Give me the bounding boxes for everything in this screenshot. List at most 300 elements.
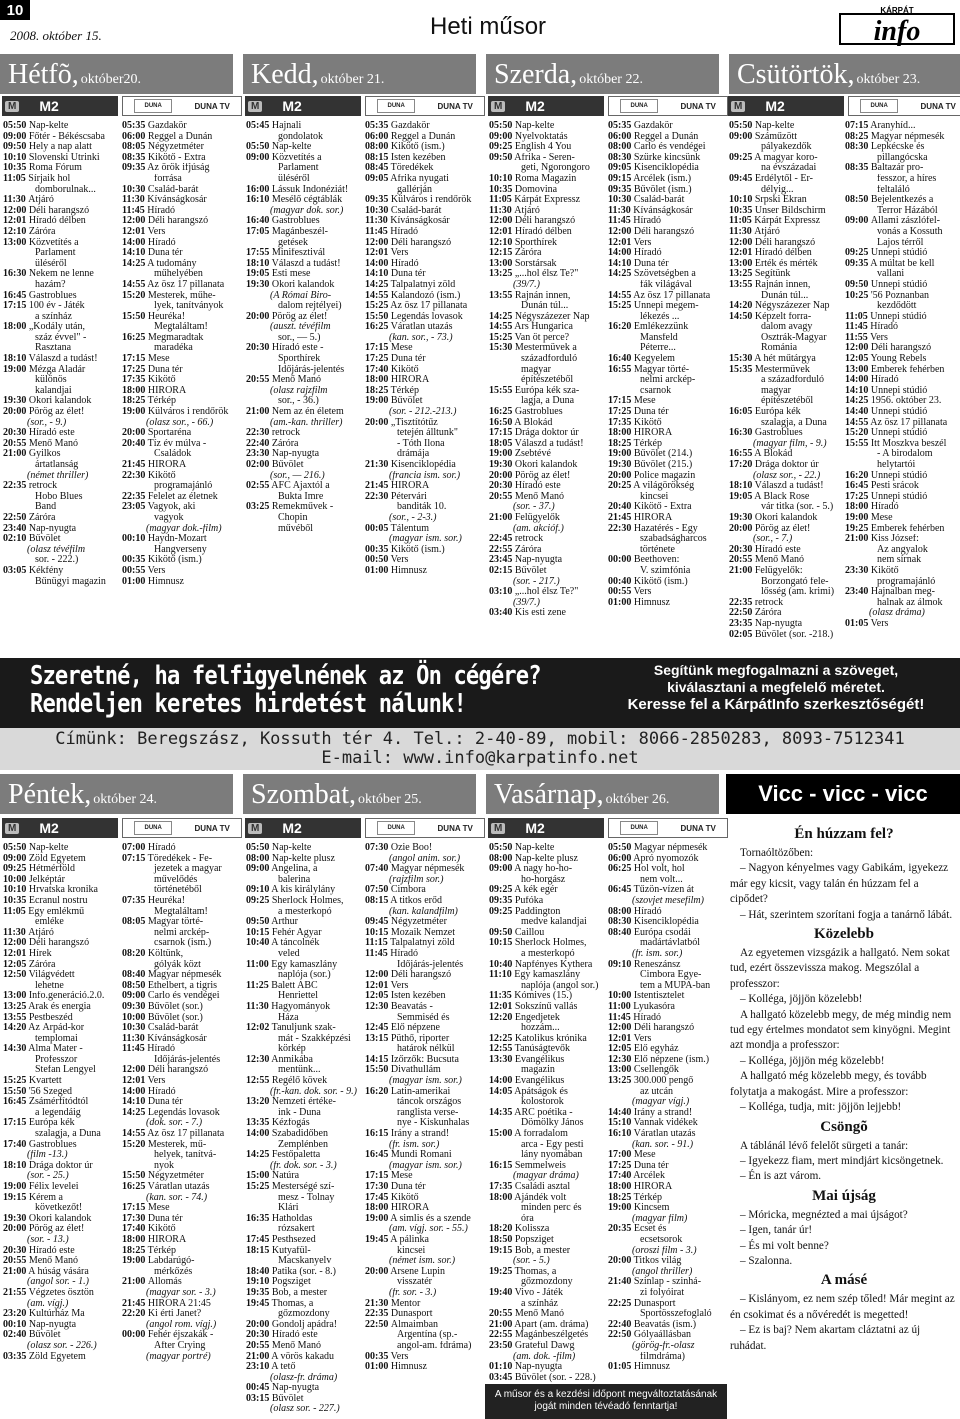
program-line: 00:35 Kikötő (ism.) [122,555,202,566]
program-line: 09:00 A nagy ho-ho- [489,864,573,875]
program-line: 15:20 Ünnepi stúdió [845,428,928,439]
schedule-wednesday-m2 [489,121,603,653]
program-line: 20:55 Menő Manó [729,555,805,566]
program-line: rózsakert [278,1224,315,1235]
program-line: 12:45 Élő népzene [365,1023,440,1034]
program-line: 18:20 Kolissza [489,1224,550,1235]
program-line: magazin [521,1065,555,1076]
program-line: 10:15 Mozaik Nemzet [365,927,455,938]
program-line: 09:05 Afrika nyugati [365,173,449,184]
program-line: vonás a Kossuth [877,226,943,237]
program-line: Argentína (sp.- [397,1330,458,1341]
program-line: 09:50 Afrika - Seren- [489,152,575,163]
program-line: 13:20 Nemzeti értéke- [246,1097,336,1108]
program-line: Zemplénben [278,1139,328,1150]
program-line: Stefan Lengyel [35,1065,96,1076]
program-line: 23:35 Nap-nyugta [729,618,803,629]
program-line: hozzám... [521,1023,560,1034]
program-line: 05:50 Nap-kelte [246,142,312,153]
program-line: 17:35 Kikötő [122,375,176,386]
program-line: maradéka [154,343,193,354]
jokes-column [730,823,958,1354]
program-line: fesszor, a híres [877,173,937,184]
program-line: 12:00 Déli harangszó [3,938,90,949]
program-line: 09:00 Carlo és vendégei [122,991,220,1002]
program-line: 21:30 Mentor [365,1298,421,1309]
program-line: 01:10 Nap-nyugta [489,1362,563,1373]
program-line: a színház [35,311,72,322]
program-line: táncok országos [397,1097,462,1108]
program-line: 16:15 Semmelweis [489,1160,566,1171]
program-line: magyar [761,385,791,396]
day-name: Péntek, [8,779,92,810]
jokes-header: Vicc - vicc - vicc [726,774,960,814]
program-line: 20:30 Híradó este [489,481,561,492]
day-date: október 24. [93,792,157,807]
program-line: 16:45 Pesti srácok [845,481,919,492]
program-line: 15:25 Az ösz 17 pillanata [365,301,468,312]
program-line: (német thriller) [27,470,89,481]
program-line: 15:30 A hét műtárgya [729,354,816,365]
program-line: 05:45 Hajnali [246,121,302,131]
program-line: 10:15 Fehér Agyar [246,927,322,938]
program-line: 19:25 Thomas, a [489,1266,557,1277]
day-header-sunday [486,774,719,814]
ad-right2: kiválasztani a megfelelő méretet. [667,679,885,695]
program-line: 16:55 A Blokád [729,449,793,460]
program-line: 05:50 Nap-kelte [489,121,555,131]
program-line: lány nyomában [521,1150,583,1161]
program-line: 10:35 Roma Fórum [3,163,82,174]
program-line: 17:25 Duna tér [608,407,669,418]
program-line: fák világával [640,279,692,290]
program-line: 11:45 Híradó [608,216,662,227]
program-line: Megtaláltam! [154,906,208,917]
channel-logos-thursday [728,96,960,116]
program-line: Bűnügyi magazin [35,576,106,587]
program-line: 16:25 Váratlan utazás [365,322,453,333]
program-line: 09:50 Ünnepi stúdió [845,279,928,290]
program-line: 09:00 Száműzött [729,131,798,142]
program-line: 11:30 Kívánságkosár [122,1033,207,1044]
program-line: 12:01 Vers [608,1033,652,1044]
program-line: 22:55 Magánbeszélgetés [489,1330,589,1341]
program-line: 20:30 Híradó este [729,544,801,555]
program-line: 19:00 Külváros i rendőrök [122,407,229,418]
program-line: 14:00 Evangélikus [489,1076,565,1087]
program-line: Időjárás-jelentés [154,1054,221,1065]
program-line: 00:55 Vers [608,587,652,598]
program-line: (olasz dráma) [869,608,925,619]
schedule-friday-m2 [3,843,117,1419]
program-line: Bukta Imre [278,491,324,502]
program-line: 15:30 Mestermüvek a [489,343,577,354]
program-line: 16:10 Mesélő cégtáblák [246,195,343,206]
program-line: 15:50 Divathullám [365,1065,441,1076]
schedule-saturday-duna [365,843,483,1419]
program-line: (sor. - 37.) [513,502,555,513]
joke-title: Én húzzam fel? [794,826,894,842]
ad-right-text [596,662,956,713]
program-line: 11:30 Kívánságkosár [608,205,693,216]
program-line: - Tóth Ilona [397,438,445,449]
program-line: 23:05 Vagyok, aki [122,502,196,513]
program-line: 14:25 Négyszázezer Nap [489,311,590,322]
program-line: 19:30 Ókori kalandok [246,279,335,290]
joke-paragraph: – Én is azt várom. [740,1170,822,1183]
program-line: (kan. kalandfilm) [389,906,458,917]
duna-tv-logo: DUNA DUNA TV [608,818,728,838]
program-line: Hobo Blues [35,491,83,502]
m2-logo: M M2 [245,96,361,116]
program-line: 10:10 Srpski Ekran [729,195,807,206]
joke-paragraph: A hallgató közelebb megy, de még mindig nem tud egy értelmes mondatot sem kinyögni. Megint azt mondja a professzor: [730,1008,952,1052]
program-line: 20:30 Híradó este [3,1245,75,1256]
program-line: 21:00 Gyilkos [3,449,61,460]
program-line: 14:55 Az ösz 17 pillanata [122,279,225,290]
program-line: 09:35 Külváros i rendőrök [365,195,472,206]
program-line: 14:55 Az ösz 17 pillanata [845,417,948,428]
program-line: 16:25 Megmaradtak [122,332,204,343]
program-line: mérkőzés [154,1266,193,1277]
program-line: 12:01 Sokszínű vallás [489,1001,578,1012]
program-line: 19:25 Emberek fehérben [845,523,945,534]
program-line: 22:20 Ki érti Janet? [122,1309,202,1320]
program-line: 20:30 Híradó este [246,1330,318,1341]
program-line: 18:00 HÍRÓRA [122,385,187,396]
program-line: 20:55 Menő Manó [246,1340,322,1351]
program-line: 16:45 Zsámérfítódtól [3,1097,89,1108]
program-line: 10:40 Napfényes Kythera [489,959,593,970]
program-line: - A birodalom [877,449,933,460]
program-line: 12:05 Záróra [3,959,56,970]
program-line: Időjárás-jelentés [278,364,345,375]
program-line: 14:10 Duna tér [608,258,669,269]
duna-tv-logo: DUNA DUNA TV [122,818,242,838]
program-line: ártatlanság [35,460,79,470]
program-line: 14:00 Híradó [122,237,176,248]
channel-logos-wednesday [488,96,728,116]
program-line: 18:15 Kutyafül- [246,1245,311,1256]
program-line: az utcán [640,1086,674,1097]
program-line: óra [521,1213,534,1224]
program-line: 19:30 Ókori kalandok [3,396,92,407]
program-line: magyar [521,364,551,375]
program-line: (görög-fr.-olasz [632,1340,695,1351]
m2-logo: M M2 [488,818,604,838]
program-line: 07:15 Töredékek - Fe- [122,853,213,864]
program-line: naplója (angol sor.) [521,980,599,991]
program-line: 15:25 Kvartett [3,1076,62,1087]
day-date: október20. [80,72,142,87]
page-number: 10 [0,0,30,20]
program-line: 18:05 Válaszd a tudást! [489,438,584,449]
program-line: 09:00 Közvetítés a [246,152,322,163]
program-line: 13:00 Info.generáció.2.0. [3,991,105,1002]
program-line: mát - Szakképzési [278,1033,351,1044]
program-line: dalom avagy [761,322,813,333]
program-line: 09:25 Paddington [489,906,561,917]
program-line: 06:00 Reggel a Dunán [608,131,699,142]
joke-paragraph: – Kolléga, jöjjön közelebb! [740,993,863,1006]
program-line: 19:00 Mese [845,512,893,523]
program-line: száz évvel" - [35,332,87,343]
karpatinfo-logo [838,4,956,46]
program-line: 14:15 Izőrzők: Bucsuta [365,1054,459,1065]
program-line: 14:00 Híradó [608,248,662,259]
program-line: 19:30 Ókori kalandok [489,460,578,470]
program-line: 08:40 Magyar népmesék [122,970,222,981]
program-line: 22:30 retrock [246,428,301,439]
program-line: (olasz rajzfilm [270,385,328,396]
program-line: (magyar dok. sor.) [270,205,344,216]
program-line: 12:00 Déli harangszó [3,205,90,216]
program-line: 17:45 Kikötő [365,1192,419,1203]
program-line: 14:00 Szabadidőben [246,1129,328,1140]
joke-body [730,1139,958,1185]
program-line: zi folyóirat [640,1287,685,1298]
program-line: 22:45 retrock [489,534,544,545]
program-line: (39/7.) [513,597,540,608]
program-line: nem volt... [640,874,683,885]
program-line: Chopin [278,512,308,523]
channel-logos-monday [2,96,242,116]
program-line: 08:45 Töredékek [365,163,434,174]
program-line: 18:10 Válaszd a tudást! [3,354,98,365]
program-line: visszatér [397,1277,432,1288]
program-line: 16:05 Európa kék [729,407,801,418]
program-line: 17:40 Arcélek [608,1171,665,1182]
program-line: 12:00 Déli harangszó [365,970,452,981]
ad-right1: Segítünk megfogalmazni a szöveget, [653,662,899,678]
program-line: 20:35 Ecset és [608,1224,667,1235]
program-line: pályakezdők [761,142,812,153]
program-line: 02:05 Bűvölet (sor. -218.) [729,629,834,640]
schedule-sunday-duna [608,843,726,1419]
program-line: 07:30 Ozie Boo! [365,843,433,853]
program-line: vagyok [154,512,184,523]
program-line: 11:25 Balett ABC [246,980,318,991]
program-line: 22:30 Pétervári [365,491,427,502]
program-line: 18:10 Drága doktor úr [3,1160,93,1171]
program-line: 15:00 Natúra [246,1171,300,1182]
program-line: 11:45 Híradó [122,1044,176,1055]
program-line: 17:15 Mese [608,396,656,407]
program-line: 12:02 Tanuljunk szak- [246,1023,336,1034]
program-line: 09:30 Bűvölet (sor.) [122,1001,203,1012]
program-line: 12:55 Tanúságtevők [489,1044,571,1055]
program-line: 00:50 Vers [365,555,409,566]
program-line: 00:00 Fehér éjszakák - [122,1330,214,1341]
program-line: 14:25 1956. október 23. [845,396,942,407]
ad-email[interactable]: E-mail: www.info@karpatinfo.net [321,748,639,768]
program-line: Cimbora Egye- [640,970,702,981]
duna-tv-logo: DUNA DUNA TV [365,818,485,838]
program-line: (olasz sor., - 22.) [753,470,821,481]
program-line: 03:45 Bűvölet (sor. - 228.) [489,1372,596,1383]
program-line: 14:10 Duna tér [365,269,426,280]
program-line: Rasztana [35,343,72,354]
program-line: 15:50 '56 Szeged [3,1086,73,1097]
program-line: jezetek a magyar [154,864,222,875]
program-line: 16:10 Váratlan utazás [608,1129,696,1140]
program-line: gőzmozdony [278,1309,330,1320]
program-line: 13:25 Arak és energia [3,1001,91,1012]
program-line: 09:00 Zöld Egyetem [3,853,86,864]
program-line: 17:40 Gastroblues [3,1139,77,1150]
schedule-sunday-m2 [489,843,603,1383]
program-line: 20:00 Pörög az élet! [3,407,85,418]
program-line: madártávlatból [640,938,700,949]
program-line: 21:45 HÍRÓRA [608,512,673,523]
program-line: (szovjet mesefilm) [632,895,704,906]
program-line: 11:30 Kívánságkosár [365,216,450,227]
program-line: 08:30 Kisenciklopédia [608,917,699,928]
program-line: 21:40 Szinlap - szinhá- [608,1277,702,1288]
program-line: 00:35 Vers [365,1351,409,1362]
program-line: 12:01 Vers [122,1076,166,1087]
program-line: (fr. ism. sor.) [389,1139,440,1150]
duna-tv-logo: DUNA DUNA TV [608,96,728,116]
program-line: 19:00 Zsebtévé [489,449,551,460]
program-line: 07:00 Híradó [122,843,176,853]
program-line: 14:25 Szövetségben a [608,269,696,280]
program-line: 17:05 Magánbeszél- [246,226,328,237]
program-line: 18:00 HÍRÓRA [365,375,430,386]
program-line: 12:00 Déli harangszó [608,1023,695,1034]
day-name: Hétfõ, [8,59,79,90]
program-line: 11:00 Egy kamaszlány [246,959,338,970]
program-line: 09:50 Caillou [489,927,545,938]
program-line: 17:35 Kikötő [608,417,662,428]
program-line: 18:00 HÍRÓRA [365,1203,430,1214]
program-line: (olasz sor. - 227.) [270,1404,340,1415]
program-line: tem a MÚPA-ban [640,980,711,991]
program-line: 18:50 Popsziget [489,1234,554,1245]
duna-tv-logo: DUNA DUNA TV [122,96,242,116]
program-line: 22:30 Hazatérés - Egy [608,523,698,534]
joke-body [730,846,958,923]
schedule-friday-duna [122,843,240,1419]
schedule-thursday-duna [845,121,959,653]
program-line: műhelyében [154,269,203,280]
program-line: 10:35 Unser Bildschirm [729,205,826,216]
program-line: (angol anim. sor.) [389,853,461,864]
program-line: (sor. - 5.) [513,1256,550,1267]
program-line: 19:05 A Black Rose [729,491,810,502]
program-line: 15:00 A forradalom [489,1129,568,1140]
program-line: 17:25 Duna tér [122,364,183,375]
program-line: 09:45 Erdélytől - Er- [729,173,813,184]
program-line: délyig... [761,184,794,195]
joke-paragraph: – Ez is baj? Nem akartam cláztatni az új ruhádat. [730,1324,921,1352]
ad-contact [0,728,960,770]
program-line: 22:50 Záróra [729,608,782,619]
program-line: 20:00 Titkos világ [608,1256,682,1267]
program-line: 12:30 Beavatás - [365,1001,433,1012]
program-line: 21:30 Kisenciklopédia [365,460,456,470]
program-line: 12:10 Sporthírek [489,237,558,248]
program-line: 14:25 A tudomány [122,258,197,269]
program-line: 07:15 Aranyhíd... [845,121,916,131]
program-line: 19:00 A simlis és a szende [365,1213,471,1224]
program-line: 06:00 Reggel a Dunán [122,131,213,142]
program-line: domborulnak... [35,184,96,195]
program-line: 11:45 Híradó [365,948,419,959]
program-line: 12:01 Vers [365,248,409,259]
program-line: Macskanyelv [278,1256,332,1267]
program-line: Mansfeld [640,332,678,343]
program-line: filmdráma) [640,1351,685,1362]
program-line: (am. vígj.) [27,1298,69,1309]
program-line: 06:00 Apró nyomozók [608,853,699,864]
program-line: Háza [278,1012,299,1023]
day-date: október 22. [579,72,643,87]
program-line: banditák 10. [397,502,447,513]
program-line: 21:00 Állomás [122,1277,182,1288]
program-line: 18:10 Válaszd a tudást! [246,258,341,269]
program-line: 17:20 Drága doktor úr [729,460,819,470]
program-line: Klári [278,1203,299,1214]
program-line: (sor., — 216.) [270,470,325,481]
program-line: következőt! [35,1203,83,1214]
program-line: (sor. - 217.) [513,576,560,587]
program-line: (39/7.) [513,279,540,290]
program-line: 15:35 Mestermüvek [729,364,810,375]
joke-paragraph: – Hát, szerintem szorítani fogja a tanárnő lábát. [740,908,953,921]
program-line: Parlament [278,163,319,174]
program-line: 20:55 Menő Manó [246,375,322,386]
program-line: 17:25 Duna tér [608,1160,669,1171]
program-line: 18:25 Térkép [608,1192,662,1203]
program-line: 05:35 Gazdakör [608,121,673,131]
program-line: 01:00 Himnusz [365,1362,427,1373]
program-line: 10:10 Slovenski Utrinki [3,152,100,163]
program-line: 18:10 Válaszd a tudást! [729,481,824,492]
program-line: 20:00 Pörög az élet! [729,523,811,534]
program-line: 14:00 Híradó [845,375,899,386]
program-line: 14:25 Legendás lovasok [122,1107,220,1118]
program-line: 01:00 Himnusz [608,597,670,608]
program-line: 22:40 Záróra [246,438,299,449]
program-line: 17:40 Kikötő [365,364,419,375]
program-line: Henriettel [278,991,318,1002]
program-line: 10:00 Istentisztelet [608,991,685,1002]
program-line: 14:35 ARC poétika - [489,1107,573,1118]
program-line: (kan. sor. - 91.) [632,1139,694,1150]
schedule-saturday-m2 [246,843,360,1419]
program-line: lékezés ... [640,311,680,322]
program-line: programajánló [877,576,936,587]
program-line: 12:01 Híradó délben [3,216,86,227]
program-line: 20:55 Menő Manó [3,1256,79,1267]
program-line: 19:15 Kérem a [3,1192,63,1203]
program-line: feltaláló [877,184,910,195]
program-line: 21:00 Kiss József: [845,534,919,545]
joke-paragraph: – Móricka, megnézted a mai újságot? [740,1208,908,1221]
program-line: 21:00 A vörös kakadu [246,1351,335,1362]
program-line: történetéből [154,885,202,896]
program-line: 08:15 Isten kezében [365,152,446,163]
program-line: (fr. sor. - 3.) [389,1287,437,1298]
program-line: 02:15 Bűvölet [489,565,547,576]
program-line: 08:50 Bejelentkezés a [845,195,934,206]
section-title: Heti műsor [430,13,547,40]
program-line: 14:25 Talpalatnyi zöld [365,279,456,290]
program-line: (magyar vígj.) [632,1097,690,1108]
program-line: (sor. - 25.) [27,1171,69,1182]
program-line: 10:10 Hrvatska kronika [3,885,98,896]
